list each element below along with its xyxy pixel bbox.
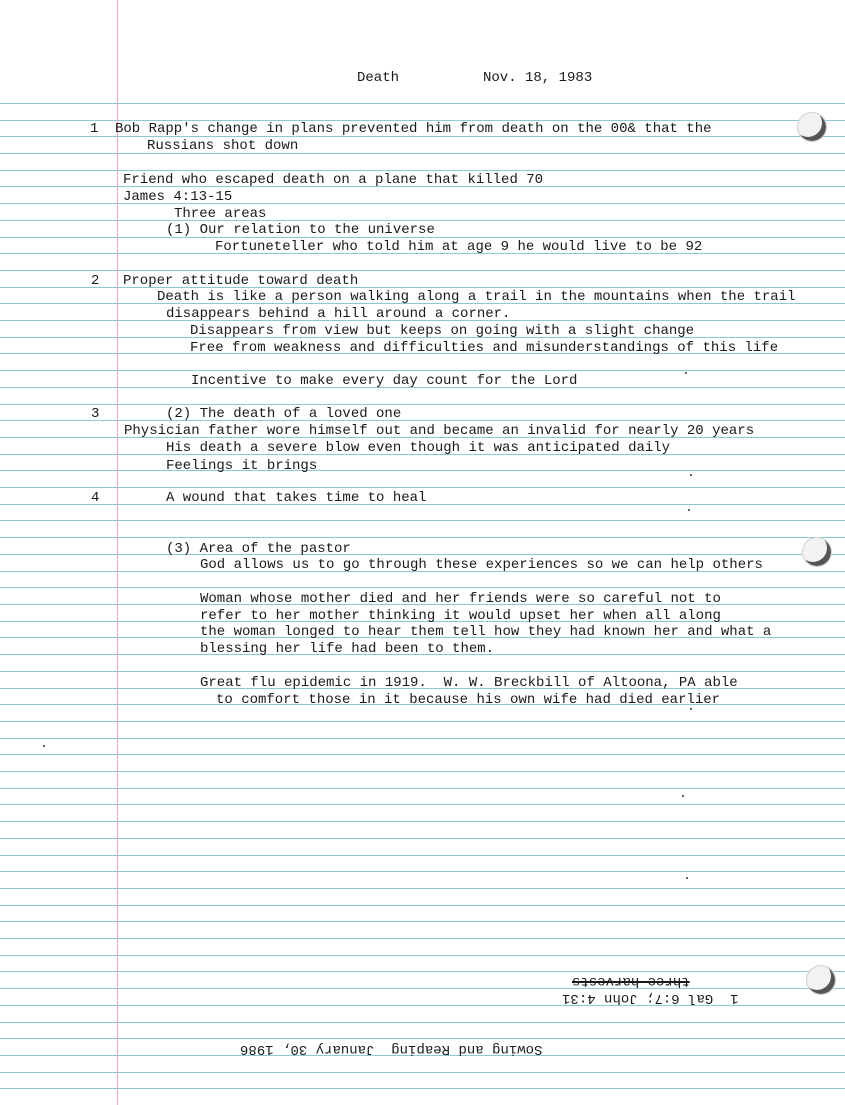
ruled-line: [0, 554, 845, 555]
ruled-line: [0, 838, 845, 839]
ruled-line: [0, 270, 845, 271]
ink-speck: [690, 474, 692, 476]
ruled-line: [0, 520, 845, 521]
ruled-line: [0, 103, 845, 104]
ruled-line: [0, 754, 845, 755]
ruled-line: [0, 788, 845, 789]
ruled-line: [0, 170, 845, 171]
note-line: Friend who escaped death on a plane that killed 70: [123, 172, 544, 188]
section-number: 1: [90, 121, 99, 137]
ruled-line: [0, 587, 845, 588]
ink-speck: [690, 708, 692, 710]
ruled-line: [0, 988, 845, 989]
page-title: Death: [357, 70, 400, 86]
ruled-line: [0, 470, 845, 471]
note-line: to comfort those in it because his own wife had died earlier: [216, 692, 721, 708]
ruled-line: [0, 721, 845, 722]
note-line: Bob Rapp's change in plans prevented him from death on the 00& that the: [115, 121, 712, 137]
note-line: Great flu epidemic in 1919. W. W. Breckbill of Altoona, PA able: [200, 675, 738, 691]
ruled-line: [0, 955, 845, 956]
upside-down-note: Sowing and Reaping January 30, 1986: [240, 1041, 543, 1057]
note-line: God allows us to go through these experiences so we can help others: [200, 557, 763, 573]
upside-down-note: three harvests: [572, 973, 690, 989]
ruled-line: [0, 938, 845, 939]
ink-speck: [688, 509, 690, 511]
section-number: 2: [91, 273, 100, 289]
note-line: (1) Our relation to the universe: [166, 222, 435, 238]
ruled-line: [0, 821, 845, 822]
note-line: Russians shot down: [147, 138, 299, 154]
ink-speck: [682, 795, 684, 797]
ruled-line: [0, 420, 845, 421]
note-line: Incentive to make every day count for the Lord: [191, 373, 578, 389]
ruled-line: [0, 971, 845, 972]
note-line: Disappears from view but keeps on going with a slight change: [190, 323, 695, 339]
ruled-line: [0, 738, 845, 739]
note-line: Woman whose mother died and her friends were so careful not to: [200, 591, 721, 607]
ruled-line: [0, 487, 845, 488]
section-number: 4: [91, 490, 100, 506]
note-line: Free from weakness and difficulties and misunderstandings of this life: [190, 340, 779, 356]
note-line: Feelings it brings: [166, 458, 318, 474]
ruled-line: [0, 871, 845, 872]
margin-line: [117, 0, 118, 1105]
section-number: 3: [91, 406, 100, 422]
punch-hole-top: [797, 112, 827, 142]
ruled-line: [0, 153, 845, 154]
punch-hole-bottom: [806, 965, 836, 995]
ruled-line: [0, 771, 845, 772]
note-line: Fortuneteller who told him at age 9 he would live to be 92: [215, 239, 703, 255]
ruled-line: [0, 1072, 845, 1073]
note-line: Physician father wore himself out and became an invalid for nearly 20 years: [124, 423, 755, 439]
ruled-line: [0, 888, 845, 889]
ruled-line: [0, 905, 845, 906]
upside-down-note: 1 Gal 6:7; John 4:31: [562, 990, 739, 1006]
note-line: A wound that takes time to heal: [166, 490, 427, 506]
note-line: blessing her life had been to them.: [200, 641, 495, 657]
note-line: James 4:13-15: [123, 189, 233, 205]
ruled-line: [0, 1038, 845, 1039]
note-line: Death is like a person walking along a trail in the mountains when the trail: [157, 289, 796, 305]
ruled-line: [0, 1088, 845, 1089]
ruled-line: [0, 855, 845, 856]
note-line: the woman longed to hear them tell how they had known her and what a: [200, 624, 772, 640]
ruled-line: [0, 404, 845, 405]
ruled-line: [0, 921, 845, 922]
ruled-line: [0, 1022, 845, 1023]
note-line: Three areas: [174, 206, 267, 222]
punch-hole-middle: [802, 537, 832, 567]
note-line: disappears behind a hill around a corner.: [166, 306, 511, 322]
ink-speck: [685, 372, 687, 374]
note-line: His death a severe blow even though it was anticipated daily: [166, 440, 671, 456]
ruled-line: [0, 370, 845, 371]
ink-speck: [43, 745, 45, 747]
note-line: (2) The death of a loved one: [166, 406, 402, 422]
page-date: Nov. 18, 1983: [483, 70, 593, 86]
ruled-line: [0, 804, 845, 805]
note-line: Proper attitude toward death: [123, 273, 359, 289]
ruled-line: [0, 537, 845, 538]
note-line: refer to her mother thinking it would upset her when all along: [200, 608, 721, 624]
ruled-line: [0, 671, 845, 672]
ruled-line: [0, 220, 845, 221]
ink-speck: [686, 877, 688, 879]
note-line: (3) Area of the pastor: [166, 541, 351, 557]
